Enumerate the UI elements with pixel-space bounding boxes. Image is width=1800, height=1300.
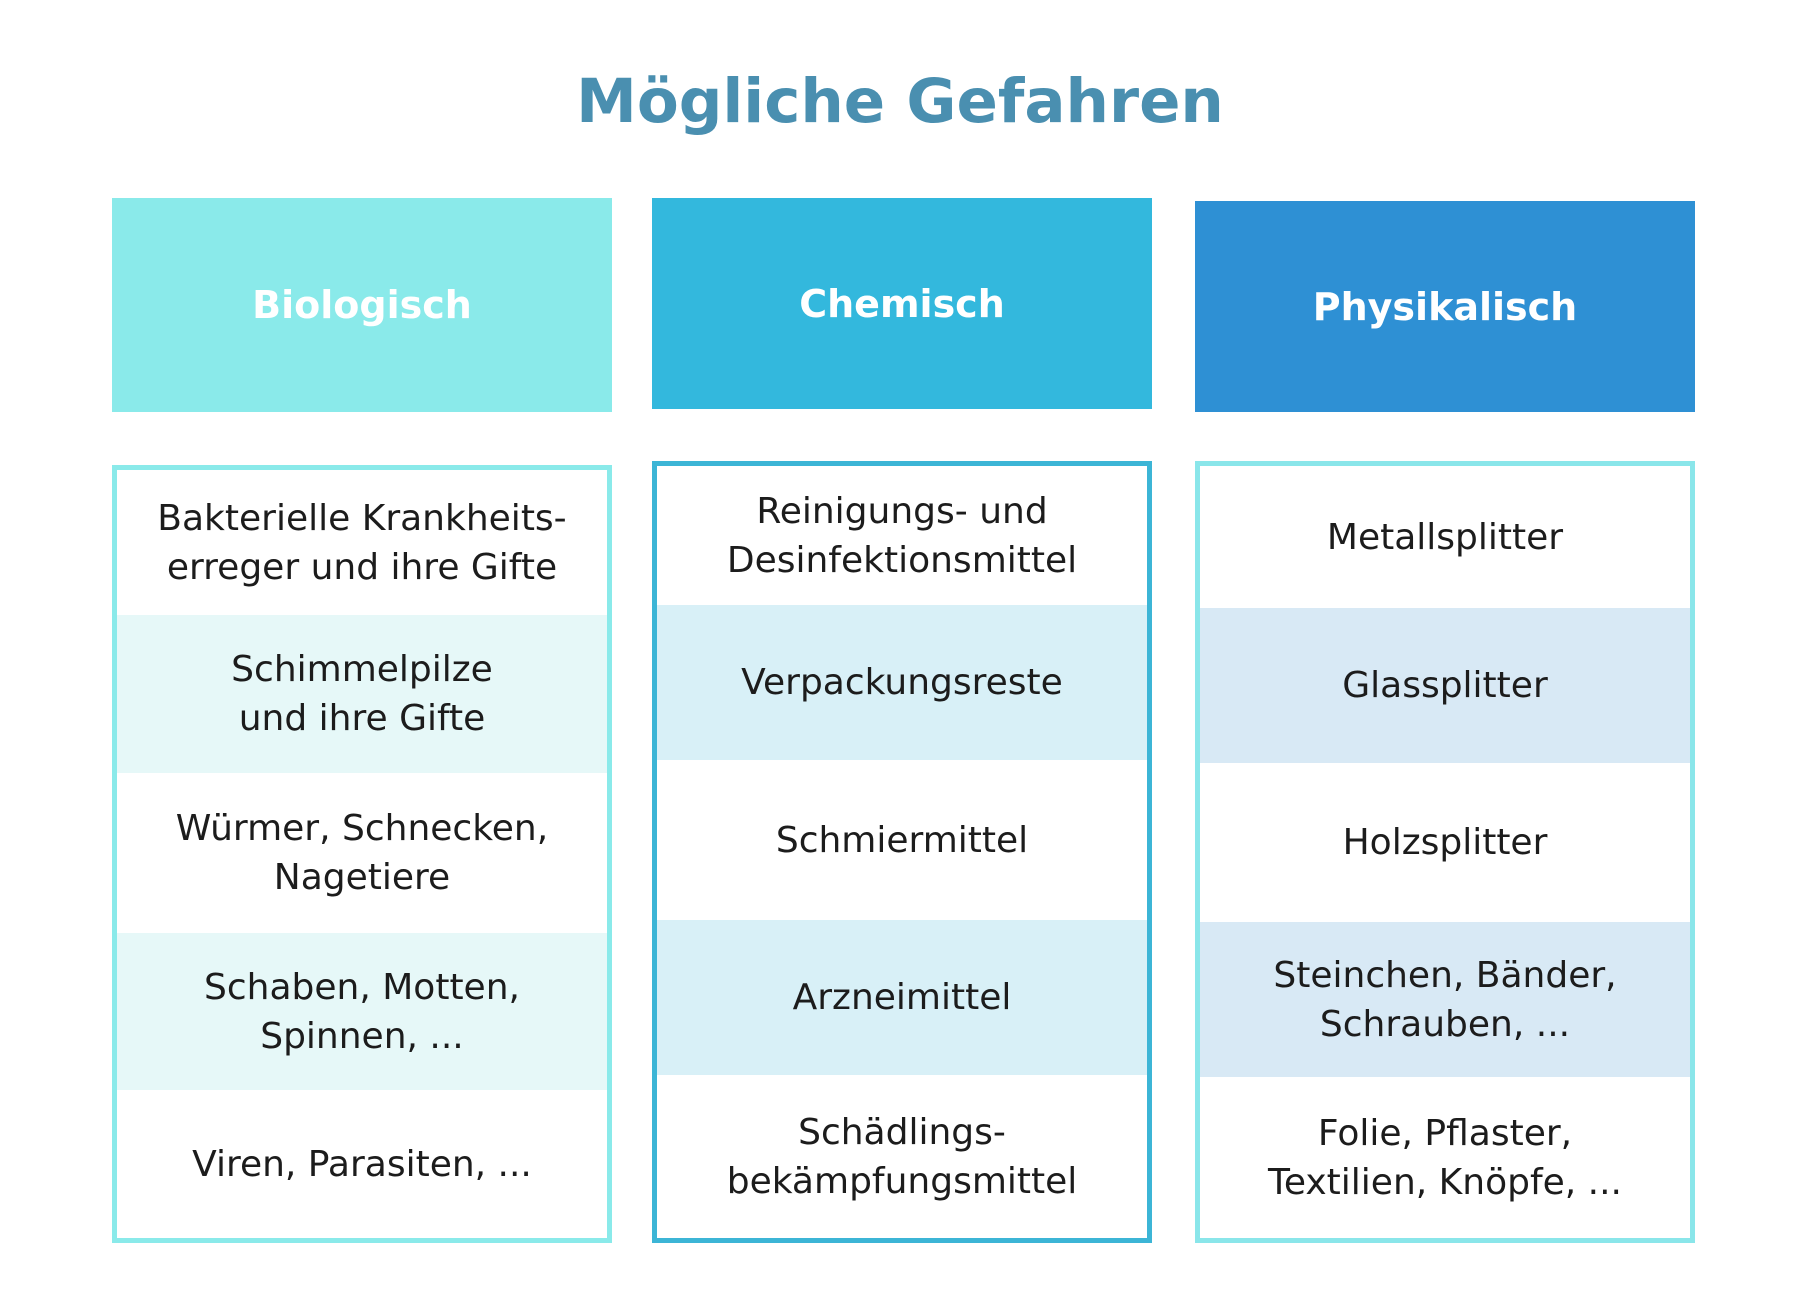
column-header-biologisch: Biologisch — [112, 198, 612, 412]
list-item: Folie, Pflaster, Textilien, Knöpfe, ... — [1267, 1112, 1622, 1203]
list-item: Viren, Parasiten, ... — [192, 1143, 532, 1185]
list-item: Reinigungs- und Desinfektionsmittel — [726, 490, 1078, 581]
list-item: Arzneimittel — [657, 920, 1147, 1075]
column-header-physikalisch: Physikalisch — [1195, 201, 1695, 412]
column-body-chemisch — [652, 461, 1152, 1243]
list-item: Schädlings- bekämpfungsmittel — [726, 1111, 1078, 1202]
list-item: Verpackungsreste — [657, 605, 1147, 760]
list-item: Glassplitter — [1200, 608, 1690, 763]
list-item: Steinchen, Bänder, Schrauben, ... — [1200, 922, 1690, 1077]
column-body-biologisch — [112, 465, 612, 1243]
list-item: Schimmelpilze und ihre Gifte — [117, 615, 607, 773]
list-item: Schaben, Motten, Spinnen, ... — [117, 933, 607, 1090]
list-item: Schmiermittel — [775, 819, 1029, 861]
list-item: Metallsplitter — [1326, 516, 1564, 558]
list-item: Bakterielle Krankheits- erreger und ihre Gifte — [157, 497, 567, 588]
page-title: Mögliche Gefahren — [576, 66, 1224, 137]
list-item: Würmer, Schnecken, Nagetiere — [175, 808, 549, 898]
list-item: Holzsplitter — [1342, 822, 1548, 863]
column-body-physikalisch — [1195, 461, 1695, 1243]
column-header-chemisch: Chemisch — [652, 198, 1152, 409]
